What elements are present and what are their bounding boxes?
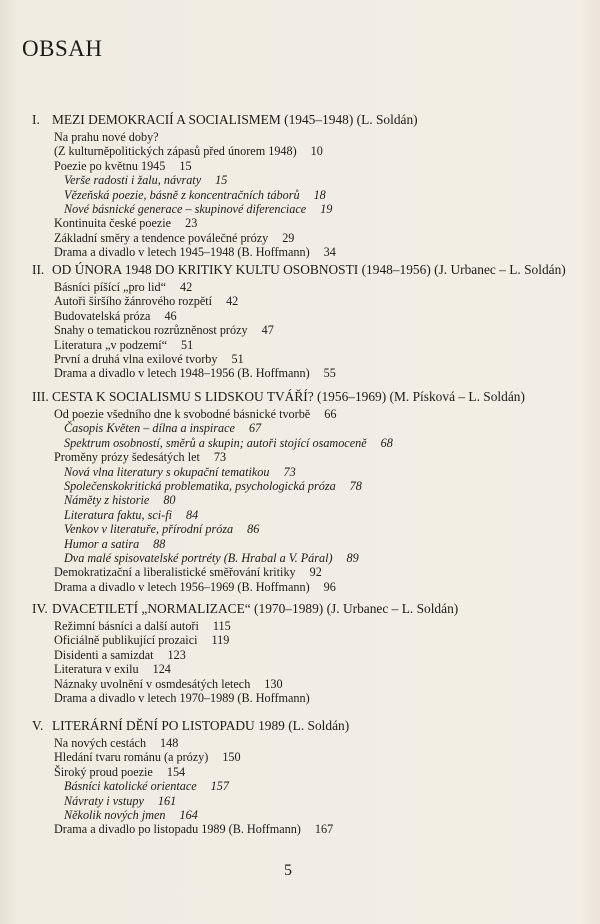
toc-entry-title: Společenskokritická problematika, psychologická próza (64, 479, 336, 493)
toc-entry (64, 508, 198, 522)
toc-entry-title: Drama a divadlo po listopadu 1989 (B. Hoffmann) (54, 822, 301, 837)
toc-entry-title: Oficiálně publikující prozaici (54, 633, 198, 648)
toc-entry (64, 808, 198, 822)
toc-entry (64, 522, 259, 536)
toc-entry (64, 794, 176, 808)
toc-entry (54, 159, 192, 173)
toc-entry (54, 280, 192, 294)
section-title: OD ÚNORA 1948 DO KRITIKY KULTU OSOBNOSTI (1948–1956) (J. Urbanec – L. Soldán) (52, 262, 566, 277)
toc-entry (64, 479, 362, 493)
toc-entry-page: 154 (166, 764, 186, 779)
toc-entry-title: Vězeňská poezie, básně z koncentračních táborů (64, 187, 300, 202)
toc-entry-page: 96 (323, 579, 336, 594)
toc-entry-title: Literatura v exilu (54, 662, 139, 677)
toc-entry (64, 436, 393, 450)
toc-entry-title: (Z kulturněpolitických zápasů před únorem 1948) (54, 144, 297, 159)
section-heading (32, 112, 418, 128)
toc-entry-title: Spektrum osobností, směrů a skupin; autoři stojící osamoceně (64, 435, 367, 450)
toc-entry (54, 231, 294, 245)
toc-entry-page: 67 (248, 421, 262, 436)
toc-entry (64, 493, 176, 507)
toc-entry-page: 34 (323, 245, 336, 260)
toc-entry-page: 86 (247, 522, 260, 537)
toc-entry-page: 29 (282, 230, 295, 245)
toc-entry-title: Náznaky uvolnění v osmdesátých letech (54, 676, 251, 691)
toc-entry-page: 150 (222, 750, 241, 765)
toc-entry-page: 89 (346, 551, 359, 565)
toc-entry (54, 619, 231, 633)
toc-entry (54, 565, 322, 579)
page-number: 5 (284, 862, 292, 879)
toc-entry-title: Náměty z historie (64, 493, 150, 508)
toc-entry (54, 352, 244, 366)
toc-entry-title: Základní směry a tendence poválečné prózy (54, 230, 269, 245)
toc-entry-page: 123 (167, 647, 186, 662)
toc-entry-title: Drama a divadlo v letech 1948–1956 (B. Hoffmann) (54, 366, 310, 381)
toc-entry-title: Několik nových jmen (64, 808, 166, 822)
toc-entry-page: 115 (212, 619, 231, 633)
toc-entry-title: Drama a divadlo v letech 1945–1948 (B. Hoffmann) (54, 245, 310, 260)
toc-entry-page: 10 (310, 144, 323, 159)
toc-entry-title: Básníci katolické orientace (64, 779, 197, 794)
toc-entry-page: 88 (153, 536, 166, 551)
section-heading (32, 718, 349, 734)
toc-entry-title: Časopis Květen – dílna a inspirace (64, 421, 235, 436)
toc-entry-title: Na nových cestách (54, 736, 147, 750)
section-title: LITERÁRNÍ DĚNÍ PO LISTOPADU 1989 (L. Soldán) (52, 718, 350, 733)
toc-entry-title: Literatura „v podzemí“ (54, 337, 168, 352)
toc-entry (64, 551, 359, 565)
toc-entry-title: Dva malé spisovatelské portréty (B. Hrabal a V. Páral) (64, 551, 333, 565)
toc-entry-page: 73 (283, 464, 296, 479)
toc-entry-page: 157 (210, 779, 229, 794)
section-heading (32, 262, 566, 278)
toc-entry (54, 294, 238, 308)
toc-entry-title: Návraty i vstupy (64, 793, 144, 808)
toc-entry-page: 15 (179, 158, 192, 173)
toc-entry-page: 119 (211, 633, 230, 648)
toc-entry-page: 167 (314, 822, 334, 837)
toc-entry-page: 161 (157, 793, 177, 808)
toc-entry-page: 80 (163, 493, 176, 508)
toc-entry-title: První a druhá vlna exilové tvorby (54, 352, 218, 366)
section-title: MEZI DEMOKRACIÍ A SOCIALISMEM (1945–1948) (L. Soldán) (52, 112, 418, 127)
toc-entry-page: 66 (324, 407, 337, 421)
toc-entry (54, 216, 197, 230)
toc-entry (64, 779, 229, 793)
toc-entry-page: 15 (215, 173, 228, 188)
toc-entry (54, 130, 159, 144)
toc-entry (54, 822, 333, 836)
toc-entry (64, 202, 332, 216)
toc-entry-page: 148 (160, 736, 179, 750)
toc-entry-page: 42 (226, 294, 239, 309)
toc-entry-title: Nová vlna literatury s okupační tematikou (64, 464, 270, 479)
toc-entry-page: 42 (180, 280, 193, 294)
toc-entry-title: Režimní básníci a další autoři (54, 619, 199, 633)
toc-entry-title: Hledání tvaru románu (a prózy) (54, 750, 209, 765)
toc-entry-page: 78 (349, 479, 362, 493)
toc-entry (54, 309, 177, 323)
toc-entry-page: 164 (179, 808, 198, 822)
toc-entry-page: 92 (309, 565, 322, 580)
toc-entry (54, 648, 186, 662)
section-number: II. (32, 262, 45, 277)
toc-entry (54, 245, 336, 259)
toc-entry (54, 750, 241, 764)
toc-entry (64, 465, 296, 479)
toc-entry (54, 662, 171, 676)
section-heading (32, 601, 458, 617)
section-number: V. (32, 718, 44, 733)
toc-entry-title: Kontinuita české poezie (54, 216, 172, 231)
toc-entry (54, 338, 193, 352)
section-heading (32, 389, 525, 405)
toc-entry-page: 46 (164, 308, 177, 323)
toc-entry (54, 366, 336, 380)
toc-entry-title: Nové básnické generace – skupinové diferenciace (64, 202, 307, 216)
toc-entry (54, 450, 226, 464)
section-title: DVACETILETÍ „NORMALIZACE“ (1970–1989) (J. Urbanec – L. Soldán) (52, 601, 459, 616)
toc-entry-title: Humor a satira (64, 536, 140, 551)
section-number: III. (32, 389, 49, 404)
toc-entry-title: Literatura faktu, sci-fi (64, 507, 172, 522)
toc-entry-page: 18 (313, 187, 326, 202)
toc-entry-title: Drama a divadlo v letech 1970–1989 (B. Hoffmann) (54, 691, 310, 705)
toc-entry-title: Disidenti a samizdat (54, 647, 154, 662)
section-number: IV. (32, 601, 48, 616)
toc-entry (54, 691, 310, 705)
toc-entry-page: 68 (380, 435, 393, 450)
page-heading: OBSAH (22, 36, 103, 61)
toc-entry-title: Venkov v literatuře, přírodní próza (64, 522, 234, 537)
toc-entry-page: 51 (181, 337, 194, 352)
toc-entry-page: 73 (213, 450, 227, 465)
toc-entry (54, 677, 283, 691)
toc-entry-page: 51 (231, 352, 244, 366)
toc-entry-title: Široký proud poezie (54, 764, 153, 779)
toc-entry-title: Od poezie všedního dne k svobodné básnické tvorbě (54, 407, 311, 421)
toc-entry-page: 130 (264, 676, 283, 691)
toc-entry-page: 124 (152, 662, 171, 677)
toc-entry-title: Snahy o tematickou rozrůzněnost prózy (54, 323, 248, 338)
toc-entry (54, 736, 178, 750)
toc-entry-title: Verše radosti i žalu, návraty (64, 173, 202, 188)
toc-entry-title: Proměny prózy šedesátých let (54, 450, 200, 465)
toc-entry-page: 47 (261, 323, 274, 338)
toc-entry-title: Drama a divadlo v letech 1956–1969 (B. Hoffmann) (54, 579, 310, 594)
toc-entry-page: 23 (185, 216, 198, 231)
toc-entry-page: 84 (186, 507, 199, 522)
toc-entry-title: Budovatelská próza (54, 308, 151, 323)
toc-entry (64, 421, 261, 435)
toc-entry (54, 144, 323, 158)
toc-entry-title: Poezie po květnu 1945 (54, 158, 166, 173)
toc-entry (54, 765, 185, 779)
toc-entry-page: 19 (320, 202, 333, 216)
toc-entry-title: Básníci píšící „pro lid“ (54, 280, 167, 294)
toc-entry-title: Autoři širšího žánrového rozpětí (54, 294, 213, 309)
toc-entry-title: Demokratizační a liberalistické směřování kritiky (54, 565, 296, 580)
toc-entry (64, 188, 326, 202)
section-number: I. (32, 112, 40, 127)
section-title: CESTA K SOCIALISMU S LIDSKOU TVÁŘÍ? (1956–1969) (M. Písková – L. Soldán) (52, 389, 525, 404)
toc-entry (64, 537, 165, 551)
toc-entry-title: Na prahu nové doby? (54, 130, 159, 144)
toc-entry-page: 55 (323, 366, 336, 381)
toc-entry (54, 633, 229, 647)
toc-entry (54, 323, 274, 337)
toc-entry (54, 580, 336, 594)
toc-entry (54, 407, 336, 421)
toc-entry (64, 173, 227, 187)
